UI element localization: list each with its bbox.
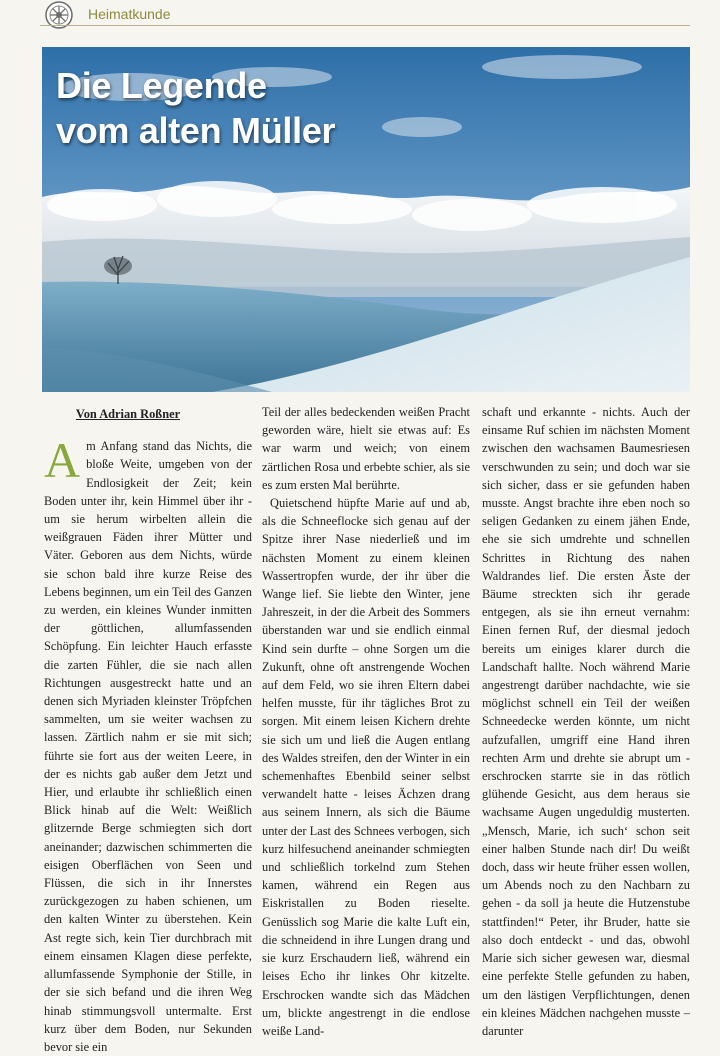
title-line-1: Die Legende: [56, 65, 267, 106]
byline: Von Adrian Roßner: [75, 407, 181, 421]
paragraph-text: m Anfang stand das Nichts, die bloße Weite, umgeben von der Endlosigkeit der Zeit; kein Boden unter ihr, kein Himmel über ihr - um sie herum wirbelten allein die weißgrauen Fäden ihrer Mütter und Väter. Geboren aus dem Nichts, würde sie schon bald ihre kurze Reise des Lebens beginnen, um ein Teil des Ganzen zu werden, ein kleines Wunder inmitten der göttlichen, allumfassenden Schöpfung. Ein leichter Hauch erfasste die zarten Fühler, die sie nach allen Richtungen ausgestreckt hatte und an denen sich Myriaden kleinster Tröpfchen sammelten, um sie weiter wachsen zu lassen. Zärtlich nahm er sie mit sich; führte sie fort aus der weiten Leere, in der es nichts gab außer dem Jetzt und Hier, und erlaubte ihr schließlich einen Blick hinab auf die Welt: Weißlich glitzernde Berge schmiegten sich dort aneinander; dazwischen schimmerten die eisigen Oberflächen von Seen und Flüssen, die sich in ihr Innerstes zurückgezogen zu haben schienen, um den kalten Winter zu überstehen. Kein Ast regte sich, kein Tier durchbrach mit einem einsamen Klagen diese perfekte, allumfassende Symphonie der Stille, in der sie sich befand und die ihren Weg hinab stimmungsvoll untermalte. Erst kurz über dem Boden, nur Sekunden bevor sie ein: [44, 439, 252, 1054]
paragraph: Teil der alles bedeckenden weißen Pracht geworden wäre, hielt sie etwas auf: Es war warm und weich; von einem zärtlichen Rosa und erbebte schier, als sie es zum ersten Mal berührte.: [262, 405, 470, 492]
paragraph: Quietschend hüpfte Marie auf und ab, als die Schneeflocke sich genau auf der Spitze ihrer Nase niederließ und im nächsten Moment zu einem kleinen Wassertropfen wurde, der ihr über die Wange lief. Sie liebte den Winter, jene Jahreszeit, in der die Arbeit des Sommers überstanden war und sie endlich einmal Kind sein durfte – ohne Sorgen um die Zukunft, ohne oft anstrengende Wochen auf dem Feld, wo sie ihren Eltern dabei helfen musste, für ihr tägliches Brot zu sorgen. Mit einem leisen Kichern drehte sie sich um und ließ die Augen entlang des Waldes streifen, den der Winter in ein schemenhaftes Ebenbild seiner selbst verwandelt hatte - leises Ächzen drang aus seinem Innern, als sich die Bäume unter der Last des Schnees verbogen, sich kurz hilfesuchend aneinander schmiegten und schließlich torkelnd zum Stehen kamen, während ein Regen aus Eiskristallen zu Boden rieselte. Genüsslich sog Marie die kalte Luft ein, die schneidend in ihre Lungen drang und sie kurz Erschaudern ließ, während ein leises Echo ihr linkes Ohr kitzelte. Erschrocken wandte sich das Mädchen um, blickte angestrengt in die endlose weiße Land-: [262, 496, 470, 1038]
title-line-2: vom alten Müller: [56, 110, 336, 151]
article-title: [56, 63, 335, 153]
paragraph: [44, 432, 252, 1056]
header-rule: [40, 25, 690, 26]
text-column-3: [482, 403, 690, 1040]
section-title: Heimatkunde: [88, 6, 171, 22]
text-column-2: [262, 403, 470, 1040]
hero-image: [42, 47, 690, 392]
drop-cap: A: [44, 432, 81, 489]
paragraph: schaft und erkannte - nichts. Auch der einsame Ruf schien im nächsten Moment zwischen den wachsamen Baumesriesen verschwunden zu sein; und doch war sie sich sicher, dass er sie gefunden haben musste. Angst brachte ihre eben noch so seligen Gedanken zu einem jähen Ende, ehe sie sich umdrehte und schnellen Schrittes in Richtung des nahen Waldrandes lief. Die ersten Äste der Bäume streckten sich ihr gerade entgegen, als sie ihn erneut vernahm: Einen fernen Ruf, der diesmal jedoch bereits um einiges klarer durch die Landschaft hallte. Noch während Marie angestrengt darüber nachdachte, wie sie möglichst schnell ein Teil der weißen Schneedecke werden könnte, um nicht aufzufallen, umgriff eine Hand ihren rechten Arm und drehte sie abrupt um - erschrocken starrte sie in das rötlich glühende Gesicht, aus dem heraus sie wachsame Augen ungeduldig musterten. „Mensch, Marie, ich such‘ schon seit einer halben Stunde nach dir! Du weißt doch, dass wir heute früher essen wollen, um Abends noch zu den Nachbarn zu gehen - da soll ja heute die Hutzenstube stattfinden!“ Peter, ihr Bruder, hatte sie also doch entdeckt - und das, obwohl Marie sich sicher gewesen war, diesmal eine perfekte Stelle gefunden zu haben, um den lästigen Verpflichtungen, denen ein kleines Mädchen nachgehen musste – darunter: [482, 405, 690, 1038]
text-column-1: [44, 403, 252, 1056]
